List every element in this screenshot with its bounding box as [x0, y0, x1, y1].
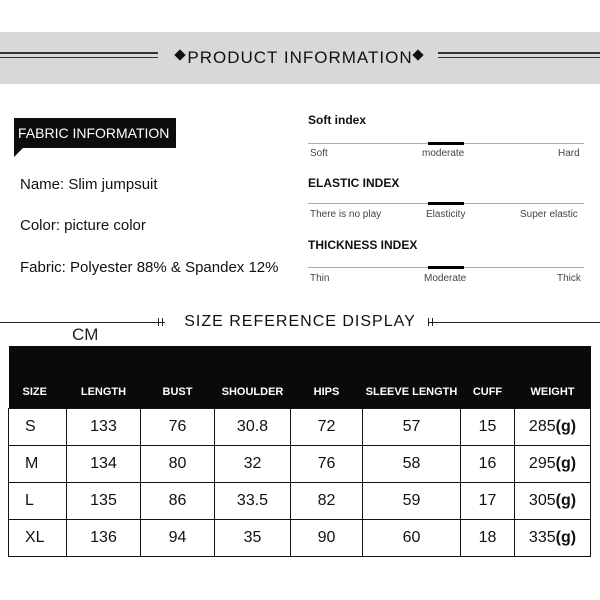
weight-value: 285 [528, 418, 556, 435]
elastic-index-label-mid: Elasticity [426, 209, 466, 220]
size-table [8, 346, 591, 557]
col-header-weight: WEIGHT [515, 346, 591, 409]
fabric-info-tag: FABRIC INFORMATION [14, 118, 176, 148]
col-header-sleeve-length: SLEEVE LENGTH [363, 346, 461, 409]
cell-sleeve-length: 59 [363, 483, 461, 520]
soft-index-label-low: Soft [310, 148, 328, 159]
cell-shoulder: 35 [215, 520, 291, 557]
cell-shoulder: 33.5 [215, 483, 291, 520]
cell-length: 134 [67, 446, 141, 483]
table-header-row [9, 346, 591, 409]
soft-index-title: Soft index [308, 113, 367, 127]
product-name: Name: Slim jumpsuit [20, 176, 158, 193]
product-fabric: Fabric: Polyester 88% & Spandex 12% [20, 259, 279, 276]
product-color: Color: picture color [20, 217, 146, 234]
cell-bust: 80 [141, 446, 215, 483]
cell-shoulder: 30.8 [215, 409, 291, 446]
cell-weight [515, 409, 591, 446]
header-right-line [438, 52, 600, 54]
cell-bust: 86 [141, 483, 215, 520]
table-row [9, 446, 591, 483]
cell-hips: 76 [291, 446, 363, 483]
cell-hips: 72 [291, 409, 363, 446]
unit-label: CM [72, 325, 99, 344]
cell-hips: 82 [291, 483, 363, 520]
cell-weight [515, 483, 591, 520]
thickness-index-marker [428, 266, 464, 269]
weight-unit: (g) [555, 492, 577, 509]
size-section-title: SIZE REFERENCE DISPLAY [184, 313, 416, 330]
elastic-index-marker [428, 202, 464, 205]
fabric-tag-tail [14, 148, 23, 157]
elastic-index-label-low: There is no play [310, 209, 382, 220]
cell-cuff: 15 [461, 409, 515, 446]
col-header-shoulder: SHOULDER [215, 346, 291, 409]
cell-bust: 94 [141, 520, 215, 557]
cell-weight [515, 446, 591, 483]
header-right-line-thin [438, 57, 600, 58]
cell-sleeve-length: 58 [363, 446, 461, 483]
thickness-index-title: THICKNESS INDEX [308, 238, 418, 252]
col-header-hips: HIPS [291, 346, 363, 409]
cell-hips: 90 [291, 520, 363, 557]
cell-cuff: 18 [461, 520, 515, 557]
cell-length: 136 [67, 520, 141, 557]
cell-size: S [9, 409, 67, 446]
header-title: PRODUCT INFORMATION [187, 48, 413, 67]
weight-unit: (g) [555, 455, 577, 472]
cell-size: XL [9, 520, 67, 557]
weight-value: 295 [528, 455, 556, 472]
cell-size: L [9, 483, 67, 520]
cell-length: 135 [67, 483, 141, 520]
cell-sleeve-length: 60 [363, 520, 461, 557]
cell-cuff: 16 [461, 446, 515, 483]
cell-size: M [9, 446, 67, 483]
col-header-cuff: CUFF [461, 346, 515, 409]
soft-index-label-mid: moderate [422, 148, 465, 159]
cell-length: 133 [67, 409, 141, 446]
table-row [9, 483, 591, 520]
cell-weight [515, 520, 591, 557]
elastic-index-title: ELASTIC INDEX [308, 176, 400, 190]
soft-index-marker [428, 142, 464, 145]
weight-value: 335 [528, 529, 556, 546]
table-row [9, 409, 591, 446]
weight-unit: (g) [555, 418, 577, 435]
weight-value: 305 [528, 492, 556, 509]
soft-index-label-high: Hard [558, 148, 580, 159]
thickness-index-label-low: Thin [310, 273, 330, 284]
thickness-index-label-high: Thick [557, 273, 581, 284]
section-right-line [428, 322, 600, 323]
cell-shoulder: 32 [215, 446, 291, 483]
col-header-bust: BUST [141, 346, 215, 409]
table-row [9, 520, 591, 557]
cell-cuff: 17 [461, 483, 515, 520]
weight-unit: (g) [555, 529, 577, 546]
elastic-index-label-high: Super elastic [520, 209, 578, 220]
col-header-length: LENGTH [67, 346, 141, 409]
cell-bust: 76 [141, 409, 215, 446]
col-header-size: SIZE [9, 346, 67, 409]
cell-sleeve-length: 57 [363, 409, 461, 446]
header-band [0, 32, 600, 84]
thickness-index-label-mid: Moderate [424, 273, 467, 284]
